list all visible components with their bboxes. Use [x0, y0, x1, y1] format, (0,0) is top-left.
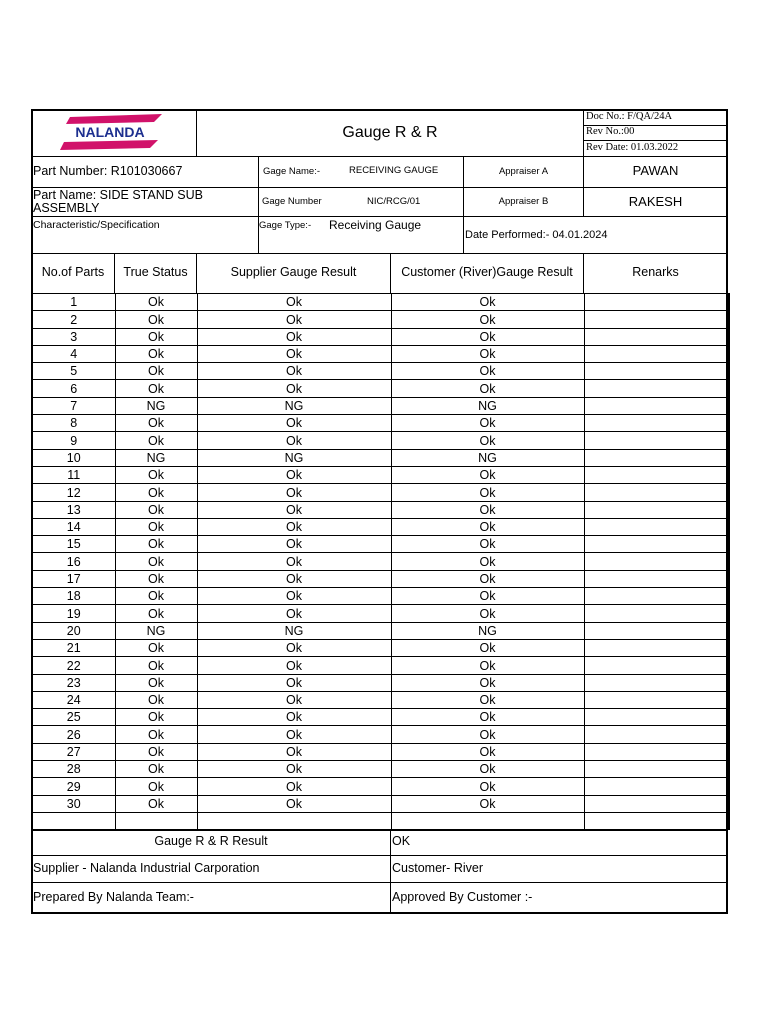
remarks-cell: [584, 328, 729, 345]
part-number-cell: 17: [32, 570, 115, 587]
table-row: [32, 415, 729, 432]
part-number-cell: 8: [32, 415, 115, 432]
true-status-cell: Ok: [115, 657, 197, 674]
remarks-cell: [584, 380, 729, 397]
table-row: [32, 536, 729, 553]
part-number-cell: 21: [32, 639, 115, 656]
remarks-cell: [584, 726, 729, 743]
part-number-cell: 24: [32, 691, 115, 708]
table-row: [32, 294, 729, 311]
customer-result-cell: [391, 812, 584, 829]
part-number: Part Number: R101030667: [33, 164, 183, 178]
remarks-cell: [584, 518, 729, 535]
part-number-cell: 7: [32, 397, 115, 414]
table-row: [32, 432, 729, 449]
remarks-cell: [584, 484, 729, 501]
supplier-result-cell: Ok: [197, 536, 391, 553]
divider: [32, 156, 727, 157]
supplier-result-cell: Ok: [197, 466, 391, 483]
part-number-cell: 23: [32, 674, 115, 691]
supplier-result-cell: Ok: [197, 743, 391, 760]
part-number-cell: 19: [32, 605, 115, 622]
supplier-name: Supplier - Nalanda Industrial Carporation: [33, 861, 260, 875]
supplier-result-cell: Ok: [197, 795, 391, 812]
remarks-cell: [584, 622, 729, 639]
supplier-result-cell: Ok: [197, 345, 391, 362]
part-number-cell: 18: [32, 588, 115, 605]
table-row: [32, 709, 729, 726]
customer-result-cell: Ok: [391, 743, 584, 760]
customer-result-cell: Ok: [391, 657, 584, 674]
customer-result-cell: Ok: [391, 605, 584, 622]
customer-result-cell: Ok: [391, 328, 584, 345]
remarks-cell: [584, 709, 729, 726]
table-row: [32, 466, 729, 483]
divider: [32, 829, 727, 831]
table-row: [32, 570, 729, 587]
part-number-cell: 2: [32, 311, 115, 328]
part-number-cell: 29: [32, 778, 115, 795]
gage-number-value: NIC/RCG/01: [367, 196, 421, 207]
page-title: Gauge R & R: [342, 124, 438, 141]
remarks-cell: [584, 363, 729, 380]
divider: [258, 156, 259, 254]
column-header-remarks: Renarks: [632, 265, 679, 279]
table-row: [32, 674, 729, 691]
remarks-cell: [584, 588, 729, 605]
supplier-result-cell: Ok: [197, 328, 391, 345]
true-status-cell: NG: [115, 449, 197, 466]
customer-result-cell: Ok: [391, 536, 584, 553]
supplier-result-cell: NG: [197, 397, 391, 414]
customer-result-cell: Ok: [391, 466, 584, 483]
supplier-result-cell: Ok: [197, 294, 391, 311]
supplier-result-cell: Ok: [197, 380, 391, 397]
customer-result-cell: Ok: [391, 778, 584, 795]
remarks-cell: [584, 432, 729, 449]
divider: [583, 110, 584, 157]
table-row: [32, 761, 729, 778]
divider: [32, 216, 727, 217]
part-number-cell: 26: [32, 726, 115, 743]
remarks-cell: [584, 449, 729, 466]
customer-result-cell: Ok: [391, 639, 584, 656]
appraiser-a-name: PAWAN: [632, 163, 679, 178]
part-number-cell: 14: [32, 518, 115, 535]
part-number-cell: 9: [32, 432, 115, 449]
table-row: [32, 449, 729, 466]
prepared-by: Prepared By Nalanda Team:-: [33, 890, 194, 904]
part-number-cell: 28: [32, 761, 115, 778]
part-number-cell: 22: [32, 657, 115, 674]
supplier-result-cell: Ok: [197, 518, 391, 535]
remarks-cell: [584, 795, 729, 812]
column-header-part-no: No.of Parts: [41, 265, 105, 279]
true-status-cell: Ok: [115, 415, 197, 432]
part-number-cell: [32, 812, 115, 829]
customer-result-cell: Ok: [391, 432, 584, 449]
table-row: [32, 518, 729, 535]
date-performed: Date Performed:- 04.01.2024: [465, 229, 608, 241]
table-row: [32, 501, 729, 518]
supplier-result-cell: [197, 812, 391, 829]
result-value: OK: [392, 834, 411, 848]
table-row: [32, 657, 729, 674]
table-row: [32, 743, 729, 760]
supplier-result-cell: Ok: [197, 639, 391, 656]
remarks-cell: [584, 536, 729, 553]
part-number-cell: 4: [32, 345, 115, 362]
gage-type-label: Gage Type:-: [259, 220, 312, 231]
true-status-cell: Ok: [115, 691, 197, 708]
divider: [583, 140, 727, 141]
remarks-cell: [584, 674, 729, 691]
customer-result-cell: NG: [391, 449, 584, 466]
table-row: [32, 795, 729, 812]
customer-result-cell: Ok: [391, 484, 584, 501]
table-row: [32, 380, 729, 397]
gage-name-label: Gage Name:-: [263, 166, 321, 177]
supplier-result-cell: Ok: [197, 363, 391, 380]
results-table: [31, 293, 730, 830]
part-name: Part Name: SIDE STAND SUB: [33, 188, 203, 202]
remarks-cell: [584, 657, 729, 674]
customer-result-cell: Ok: [391, 501, 584, 518]
remarks-cell: [584, 345, 729, 362]
part-number-cell: 16: [32, 553, 115, 570]
characteristic-label: Characteristic/Specification: [33, 219, 160, 231]
supplier-result-cell: Ok: [197, 709, 391, 726]
table-row: [32, 363, 729, 380]
true-status-cell: Ok: [115, 778, 197, 795]
gage-name-value: RECEIVING GAUGE: [349, 165, 439, 176]
supplier-result-cell: Ok: [197, 415, 391, 432]
table-row: [32, 622, 729, 639]
true-status-cell: Ok: [115, 795, 197, 812]
table-row: [32, 778, 729, 795]
customer-result-cell: Ok: [391, 795, 584, 812]
part-number-cell: 13: [32, 501, 115, 518]
divider: [390, 829, 391, 913]
divider: [32, 882, 727, 883]
customer-result-cell: Ok: [391, 345, 584, 362]
remarks-cell: [584, 415, 729, 432]
part-number-cell: 3: [32, 328, 115, 345]
part-number-cell: 27: [32, 743, 115, 760]
true-status-cell: Ok: [115, 639, 197, 656]
true-status-cell: Ok: [115, 553, 197, 570]
true-status-cell: [115, 812, 197, 829]
customer-result-cell: Ok: [391, 380, 584, 397]
part-name-continued: ASSEMBLY: [33, 201, 100, 215]
divider: [32, 253, 727, 254]
remarks-cell: [584, 501, 729, 518]
result-label: Gauge R & R Result: [154, 834, 268, 848]
true-status-cell: Ok: [115, 345, 197, 362]
revision-date: Rev Date: 01.03.2022: [586, 142, 679, 153]
part-number-cell: 25: [32, 709, 115, 726]
true-status-cell: Ok: [115, 743, 197, 760]
customer-result-cell: Ok: [391, 294, 584, 311]
gage-type-value: Receiving Gauge: [329, 218, 422, 232]
revision-number: Rev No.:00: [586, 126, 635, 137]
supplier-result-cell: Ok: [197, 553, 391, 570]
true-status-cell: Ok: [115, 518, 197, 535]
supplier-result-cell: Ok: [197, 605, 391, 622]
true-status-cell: NG: [115, 622, 197, 639]
column-header-supplier-result: Supplier Gauge Result: [230, 265, 357, 279]
supplier-result-cell: Ok: [197, 588, 391, 605]
true-status-cell: Ok: [115, 328, 197, 345]
supplier-result-cell: Ok: [197, 726, 391, 743]
true-status-cell: NG: [115, 397, 197, 414]
remarks-cell: [584, 761, 729, 778]
customer-result-cell: Ok: [391, 553, 584, 570]
true-status-cell: Ok: [115, 761, 197, 778]
customer-result-cell: NG: [391, 397, 584, 414]
remarks-cell: [584, 294, 729, 311]
true-status-cell: Ok: [115, 311, 197, 328]
customer-result-cell: Ok: [391, 518, 584, 535]
logo-wordmark: NALANDA: [75, 124, 145, 140]
customer-name: Customer- River: [392, 861, 483, 875]
part-number-cell: 20: [32, 622, 115, 639]
supplier-result-cell: Ok: [197, 501, 391, 518]
true-status-cell: Ok: [115, 484, 197, 501]
table-row: [32, 605, 729, 622]
supplier-result-cell: Ok: [197, 657, 391, 674]
remarks-cell: [584, 691, 729, 708]
true-status-cell: Ok: [115, 709, 197, 726]
customer-result-cell: Ok: [391, 726, 584, 743]
column-header-true-status: True Status: [123, 265, 188, 279]
remarks-cell: [584, 311, 729, 328]
true-status-cell: Ok: [115, 363, 197, 380]
part-number-cell: 1: [32, 294, 115, 311]
table-row: [32, 726, 729, 743]
table-row: [32, 553, 729, 570]
true-status-cell: Ok: [115, 294, 197, 311]
customer-result-cell: Ok: [391, 570, 584, 587]
customer-result-cell: Ok: [391, 311, 584, 328]
customer-result-cell: Ok: [391, 691, 584, 708]
part-number-cell: 11: [32, 466, 115, 483]
true-status-cell: Ok: [115, 570, 197, 587]
remarks-cell: [584, 778, 729, 795]
customer-result-cell: Ok: [391, 761, 584, 778]
table-row: [32, 812, 729, 829]
doc-number: Doc No.: F/QA/24A: [586, 111, 673, 122]
remarks-cell: [584, 639, 729, 656]
gage-number-label: Gage Number: [262, 196, 322, 207]
supplier-result-cell: Ok: [197, 570, 391, 587]
divider: [32, 855, 727, 856]
table-row: [32, 588, 729, 605]
supplier-result-cell: Ok: [197, 778, 391, 795]
part-number-cell: 15: [32, 536, 115, 553]
column-header-customer-result: Customer (River)Gauge Result: [401, 265, 573, 279]
remarks-cell: [584, 397, 729, 414]
appraiser-b-name: RAKESH: [628, 194, 683, 209]
supplier-result-cell: Ok: [197, 691, 391, 708]
company-logo: [58, 113, 168, 151]
part-number-cell: 10: [32, 449, 115, 466]
customer-result-cell: NG: [391, 622, 584, 639]
true-status-cell: Ok: [115, 726, 197, 743]
table-row: [32, 328, 729, 345]
customer-result-cell: Ok: [391, 363, 584, 380]
true-status-cell: Ok: [115, 674, 197, 691]
remarks-cell: [584, 812, 729, 829]
true-status-cell: Ok: [115, 536, 197, 553]
true-status-cell: Ok: [115, 605, 197, 622]
supplier-result-cell: Ok: [197, 311, 391, 328]
part-number-cell: 5: [32, 363, 115, 380]
true-status-cell: Ok: [115, 588, 197, 605]
true-status-cell: Ok: [115, 432, 197, 449]
supplier-result-cell: NG: [197, 449, 391, 466]
customer-result-cell: Ok: [391, 588, 584, 605]
remarks-cell: [584, 743, 729, 760]
true-status-cell: Ok: [115, 380, 197, 397]
part-number-cell: 30: [32, 795, 115, 812]
appraiser-b-label: Appraiser B: [498, 196, 549, 207]
supplier-result-cell: Ok: [197, 761, 391, 778]
supplier-result-cell: Ok: [197, 432, 391, 449]
approved-by: Approved By Customer :-: [392, 890, 533, 904]
true-status-cell: Ok: [115, 466, 197, 483]
supplier-result-cell: Ok: [197, 484, 391, 501]
supplier-result-cell: Ok: [197, 674, 391, 691]
customer-result-cell: Ok: [391, 709, 584, 726]
table-row: [32, 397, 729, 414]
table-row: [32, 311, 729, 328]
remarks-cell: [584, 570, 729, 587]
remarks-cell: [584, 553, 729, 570]
part-number-cell: 6: [32, 380, 115, 397]
customer-result-cell: Ok: [391, 415, 584, 432]
remarks-cell: [584, 466, 729, 483]
customer-result-cell: Ok: [391, 674, 584, 691]
table-row: [32, 691, 729, 708]
appraiser-a-label: Appraiser A: [498, 166, 549, 177]
part-number-cell: 12: [32, 484, 115, 501]
true-status-cell: Ok: [115, 501, 197, 518]
table-row: [32, 639, 729, 656]
remarks-cell: [584, 605, 729, 622]
table-row: [32, 345, 729, 362]
supplier-result-cell: NG: [197, 622, 391, 639]
table-row: [32, 484, 729, 501]
